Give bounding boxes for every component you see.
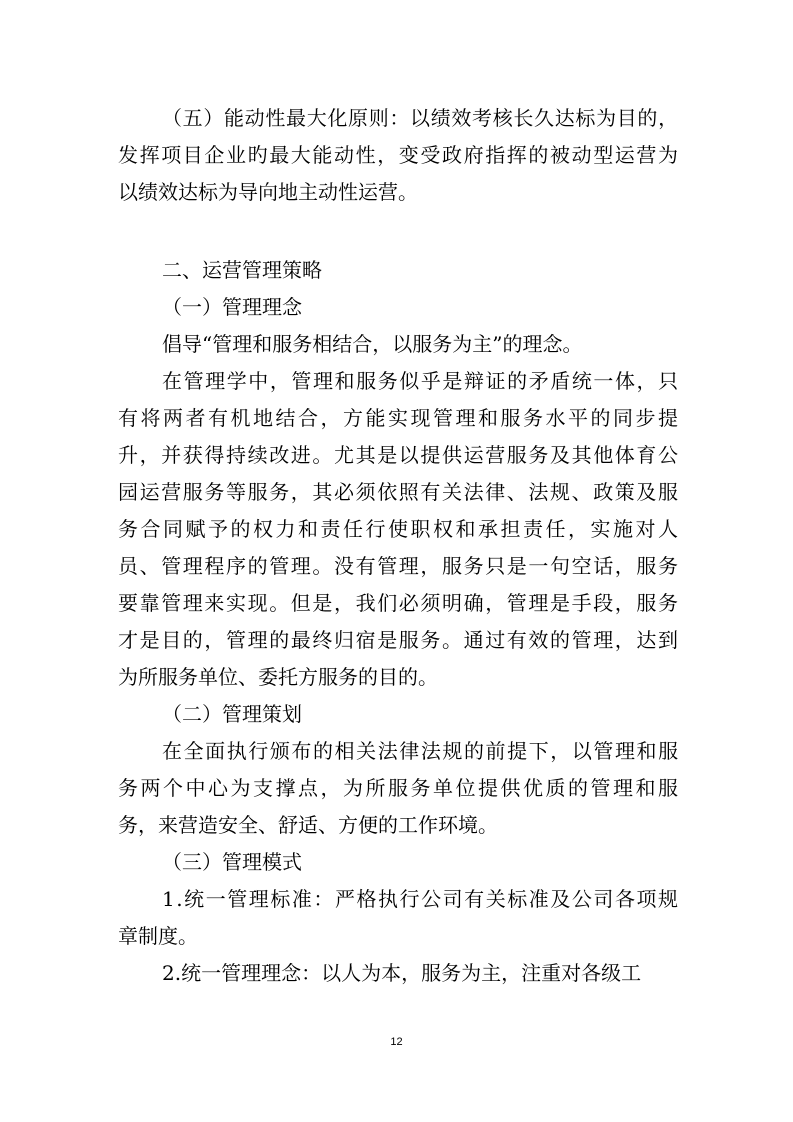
page-number: 12	[390, 1036, 403, 1048]
paragraph-line: 1.统一管理标准：严格执行公司有关标准及公司各项规	[162, 887, 680, 911]
management-philosophy-slogan: 倡导“管理和服务相结合，以服务为主”的理念。	[162, 332, 583, 356]
paragraph-line: （五）能动性最大化原则：以绩效考核长久达标为目的，	[162, 106, 679, 130]
paragraph-line: 员、管理程序的管理。没有管理，服务只是一句空话，服务	[118, 554, 680, 578]
paragraph-line: 务合同赋予的权力和责任行使职权和承担责任，实施对人	[118, 517, 681, 541]
subsection-3-heading: （三）管理模式	[162, 850, 302, 874]
paragraph-line: 务，来营造安全、舒适、方便的工作环境。	[118, 813, 498, 837]
paragraph-line: 发挥项目企业旳最大能动性，变受政府指挥的被动型运营为	[118, 143, 680, 167]
paragraph-line: 章制度。	[118, 924, 198, 948]
management-planning-paragraph	[118, 733, 681, 844]
management-mode-item-1	[118, 881, 678, 955]
paragraph-line: 有将两者有机地结合，方能实现管理和服务水平的同步提	[118, 406, 681, 430]
management-mode-item-2	[118, 955, 678, 992]
paragraph-line: 2.统一管理理念：以人为本，服务为主，注重对各级工	[162, 961, 642, 985]
paragraph-line: 才是目的，管理的最终归宿是服务。通过有效的管理，达到	[118, 628, 680, 652]
paragraph-line: 以绩效达标为导向地主动性运营。	[118, 180, 418, 204]
subsection-1-heading: （一）管理理念	[162, 295, 302, 319]
section-2-heading: 二、运营管理策略	[162, 258, 322, 282]
paragraph-line: 园运营服务等服务，其必须依照有关法律、法规、政策及服	[118, 480, 680, 504]
principle-5-paragraph	[118, 100, 678, 211]
paragraph-line: 要靠管理来实现。但是，我们必须明确，管理是手段，服务	[118, 591, 680, 615]
management-philosophy-paragraph	[118, 363, 681, 696]
paragraph-line: 在管理学中，管理和服务似乎是辩证的矛盾统一体，只	[162, 369, 680, 393]
paragraph-line: 为所服务单位、委托方服务的目的。	[118, 665, 438, 689]
paragraph-line: 务两个中心为支撑点，为所服务单位提供优质的管理和服	[118, 776, 681, 800]
subsection-2-heading: （二）管理策划	[162, 702, 302, 726]
paragraph-line: 升，并获得持续改进。尤其是以提供运营服务及其他体育公	[118, 443, 680, 467]
paragraph-line: 在全面执行颁布的相关法律法规的前提下，以管理和服	[162, 739, 680, 763]
